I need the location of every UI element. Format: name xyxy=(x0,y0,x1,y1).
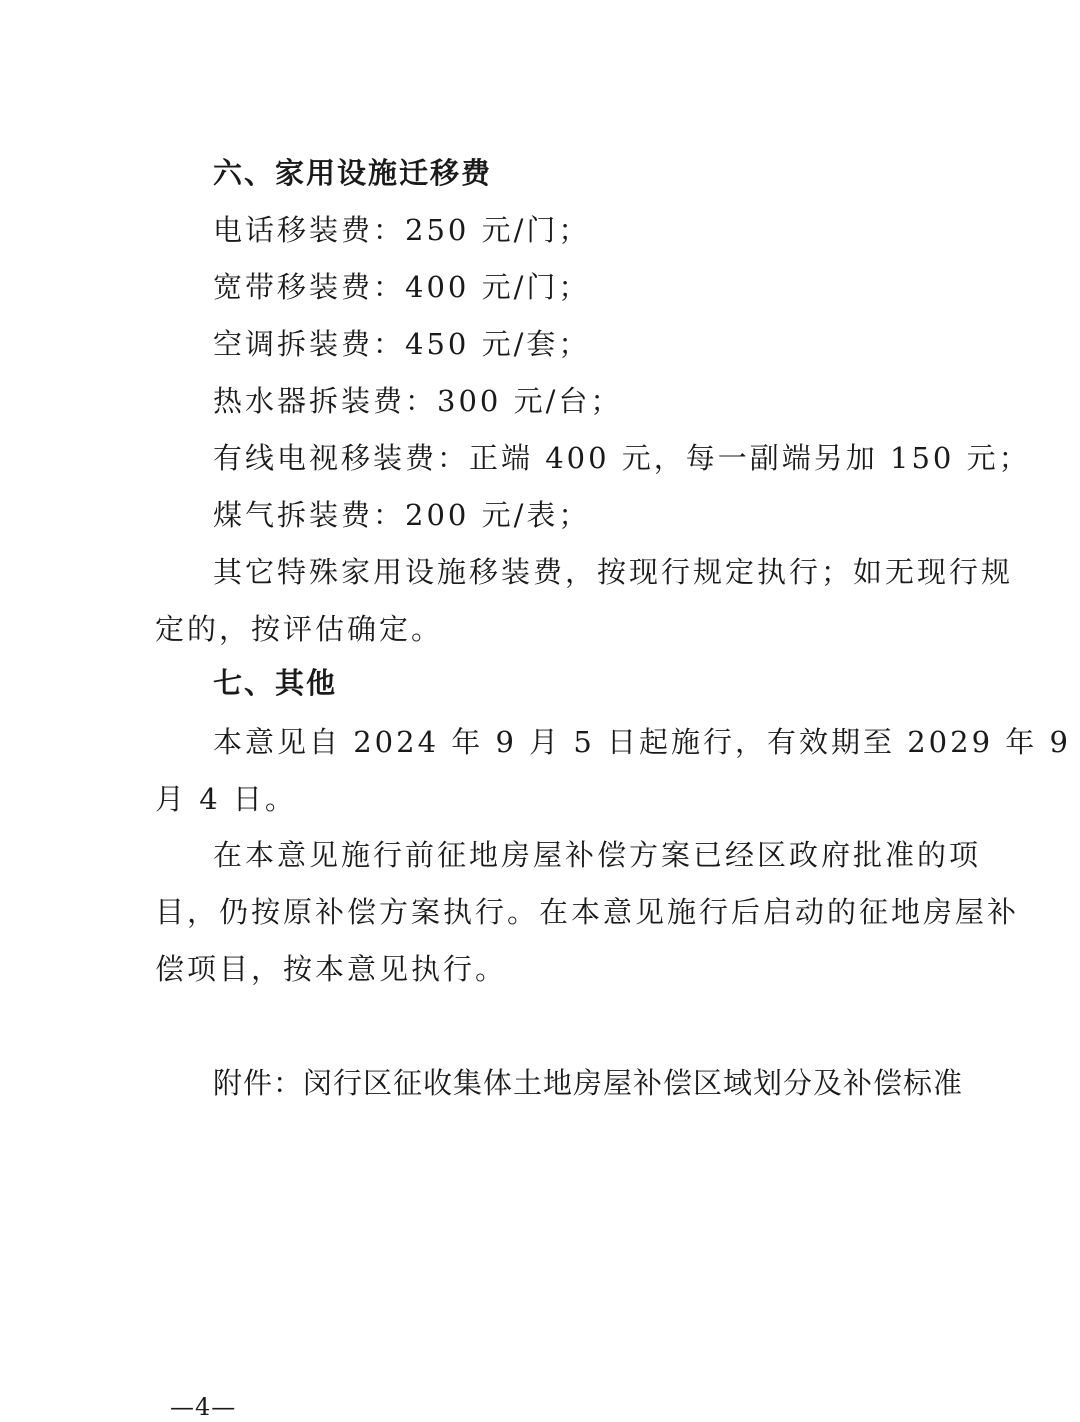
fee-item-broadband: 宽带移装费：400 元/门； xyxy=(213,270,591,304)
fee-item-air-conditioner: 空调拆装费：450 元/套； xyxy=(213,327,591,361)
effective-date-line-1: 本意见自 2024 年 9 月 5 日起施行，有效期至 2029 年 9 xyxy=(213,725,1071,759)
section-6-heading: 六、家用设施迁移费 xyxy=(213,156,493,190)
effective-date-line-2: 月 4 日。 xyxy=(155,782,297,816)
transition-line-2: 目，仍按原补偿方案执行。在本意见施行后启动的征地房屋补 xyxy=(155,895,1020,929)
fee-item-cable-tv: 有线电视移装费：正端 400 元，每一副端另加 150 元； xyxy=(213,441,1031,475)
page-number: —4— xyxy=(170,1393,237,1421)
transition-line-3: 偿项目，按本意见执行。 xyxy=(155,952,508,986)
section-7-heading: 七、其他 xyxy=(213,666,338,700)
fee-item-gas: 煤气拆装费：200 元/表； xyxy=(213,498,591,532)
other-facilities-line-1: 其它特殊家用设施移装费，按现行规定执行；如无现行规 xyxy=(213,555,1014,589)
fee-item-water-heater: 热水器拆装费：300 元/台； xyxy=(213,384,623,418)
fee-item-phone: 电话移装费：250 元/门； xyxy=(213,213,591,247)
transition-line-1: 在本意见施行前征地房屋补偿方案已经区政府批准的项 xyxy=(213,838,982,872)
other-facilities-line-2: 定的，按评估确定。 xyxy=(155,612,444,646)
attachment-line: 附件：闵行区征收集体土地房屋补偿区域划分及补偿标准 xyxy=(213,1066,964,1100)
